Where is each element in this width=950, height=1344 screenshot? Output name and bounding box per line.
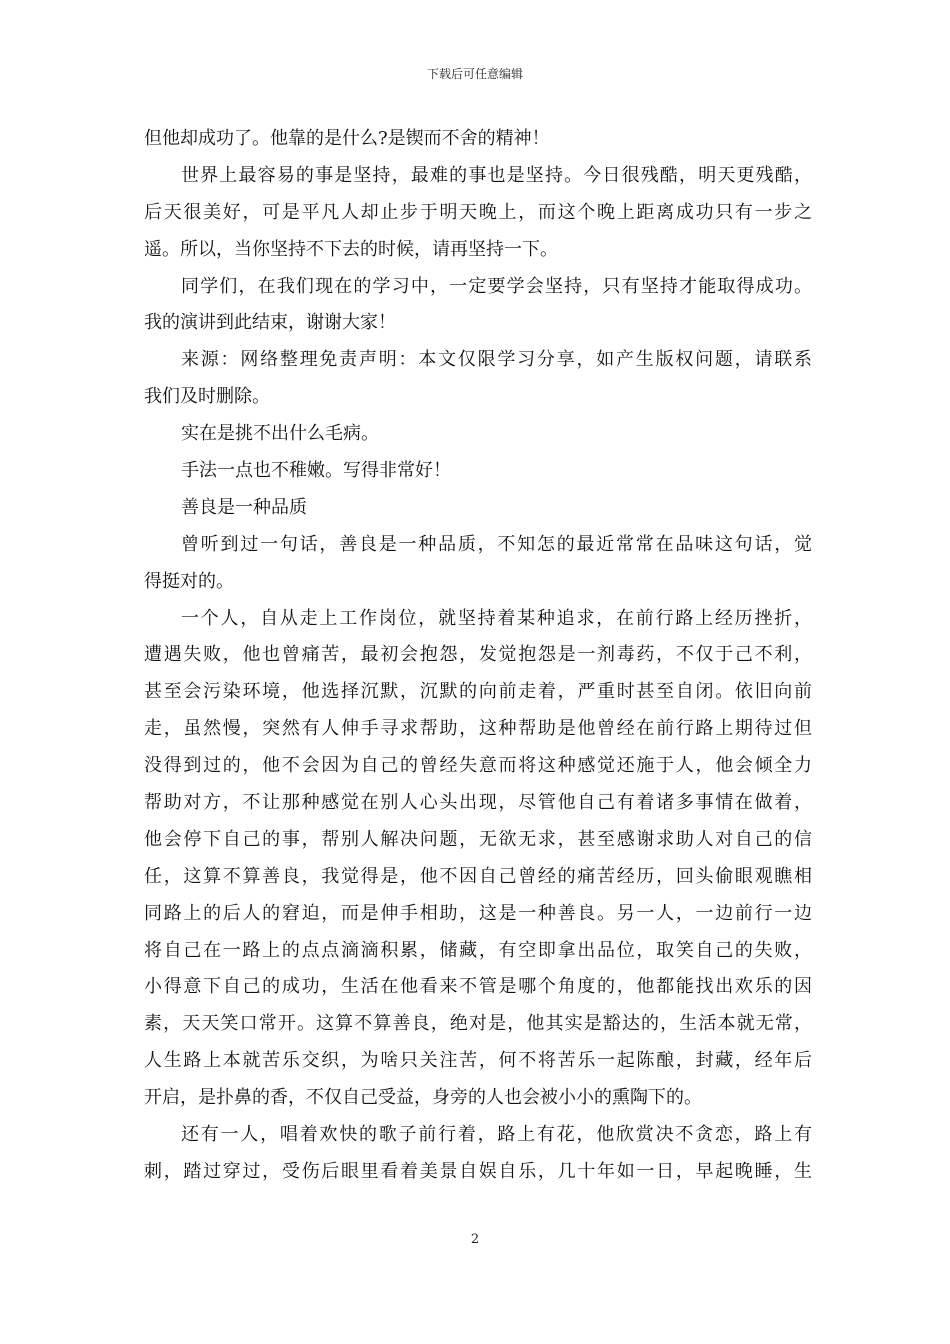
- text-line: 世界上最容易的事是坚持，最难的事也是坚持。今日很残酷，明天更残酷，: [181, 164, 812, 186]
- text-line: 手法一点也不稚嫩。写得非常好！: [181, 460, 451, 482]
- text-line: 帮助对方，不让那种感觉在别人心头出现，尽管他自己有着诸多事情在做着，: [144, 792, 812, 814]
- text-line: 同学们，在我们现在的学习中，一定要学会坚持，只有坚持才能取得成功。: [181, 275, 812, 297]
- text-line: 任，这算不算善良，我觉得是，他不因自己曾经的痛苦经历，回头偷眼观瞧相: [144, 865, 812, 887]
- text-line: 得挺对的。: [144, 570, 234, 592]
- text-line: 人生路上本就苦乐交织，为啥只关注苦，何不将苦乐一起陈酿，封藏，经年后: [144, 1050, 812, 1072]
- text-line: 我们及时删除。: [144, 386, 270, 408]
- text-line: 素，天天笑口常开。这算不算善良，绝对是，他其实是豁达的，生活本就无常，: [144, 1013, 812, 1035]
- text-line: 走，虽然慢，突然有人伸手寻求帮助，这种帮助是他曾经在前行路上期待过但: [144, 718, 812, 740]
- text-line: 但他却成功了。他靠的是什么?是锲而不舍的精神！: [144, 128, 550, 149]
- document-body: [144, 121, 812, 1191]
- text-line: 甚至会污染环境，他选择沉默，沉默的向前走着，严重时甚至自闭。依旧向前: [144, 681, 812, 703]
- text-line: 实在是挑不出什么毛病。: [181, 423, 379, 445]
- text-line: 他会停下自己的事，帮别人解决问题，无欲无求，甚至感谢求助人对自己的信: [144, 828, 812, 850]
- text-line: 我的演讲到此结束，谢谢大家！: [144, 312, 396, 334]
- text-line: 没得到过的，他不会因为自己的曾经失意而将这种感觉还施于人，他会倾全力: [144, 755, 812, 777]
- text-line: 将自己在一路上的点点滴滴积累，储藏，有空即拿出品位，取笑自己的失败，: [144, 939, 812, 961]
- text-line: 开启，是扑鼻的香，不仅自己受益，身旁的人也会被小小的熏陶下的。: [144, 1087, 702, 1109]
- text-line: 刺，踏过穿过，受伤后眼里看着美景自娱自乐，几十年如一日，早起晚睡，生: [144, 1160, 812, 1182]
- page-number: 2: [470, 1232, 480, 1247]
- text-line: 一个人，自从走上工作岗位，就坚持着某种追求，在前行路上经历挫折，: [181, 607, 812, 629]
- text-line: 同路上的后人的窘迫，而是伸手相助，这是一种善良。另一人，一边前行一边: [144, 902, 812, 924]
- text-line: 小得意下自己的成功，生活在他看来不管是哪个角度的，他都能找出欢乐的因: [144, 976, 812, 998]
- page-header: 下载后可任意编辑: [426, 67, 523, 81]
- text-line: 遥。所以，当你坚持不下去的时候，请再坚持一下。: [144, 238, 558, 260]
- text-line: 后天很美好，可是平凡人却止步于明天晚上，而这个晚上距离成功只有一步之: [144, 201, 812, 223]
- text-line: 遭遇失败，他也曾痛苦，最初会抱怨，发觉抱怨是一剂毒药，不仅于己不利，: [144, 644, 812, 666]
- text-line: 曾听到过一句话，善良是一种品质，不知怎的最近常常在品味这句话，觉: [181, 533, 812, 555]
- section-title: 善良是一种品质: [181, 496, 307, 518]
- text-line: 还有一人，唱着欢快的歌子前行着，路上有花，他欣赏决不贪恋，路上有: [181, 1124, 812, 1146]
- text-line: 来源：网络整理免责声明：本文仅限学习分享，如产生版权问题，请联系: [181, 349, 812, 371]
